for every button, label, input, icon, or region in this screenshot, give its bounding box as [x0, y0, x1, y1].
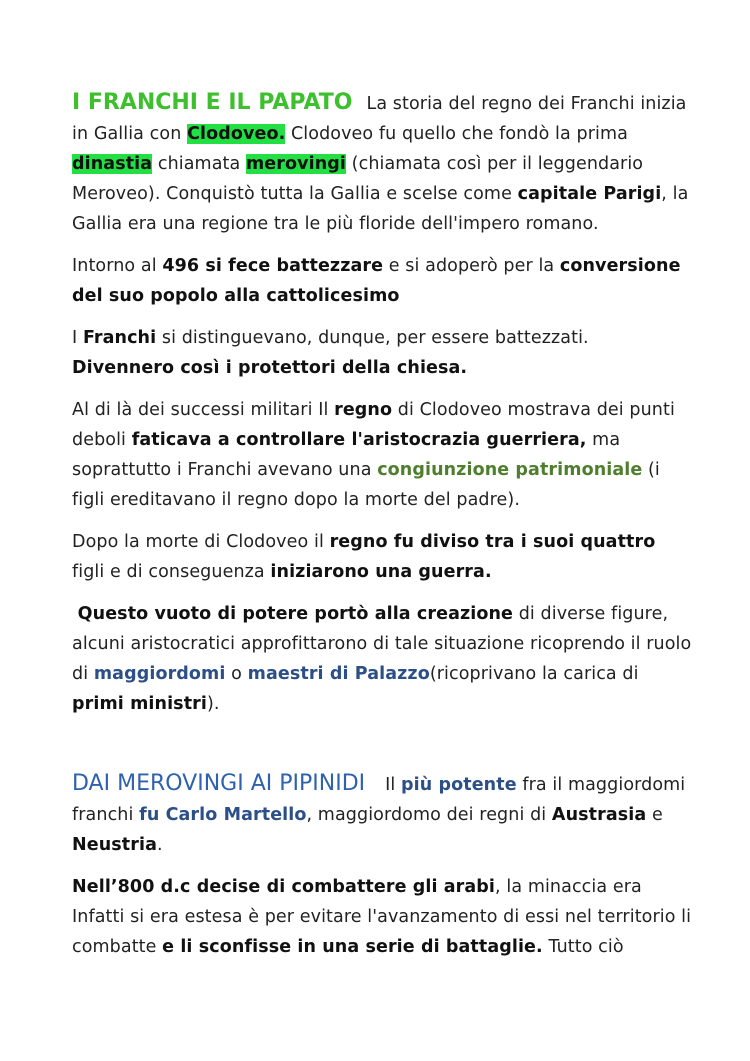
text-run: , maggiordomo dei regni di — [306, 805, 552, 825]
bold-sconfisse: e li sconfisse in una serie di battaglie. — [162, 937, 543, 957]
bold-protettori: Divennero così i protettori della chiesa. — [72, 358, 468, 378]
text-run: Dopo la morte di Clodoveo il — [72, 532, 330, 552]
text-run: e si adoperò per la — [383, 256, 560, 276]
blue-carlo-martello: fu Carlo Martello — [139, 805, 307, 825]
paragraph-punti-deboli — [72, 395, 692, 515]
text-run: figli e di conseguenza — [72, 562, 271, 582]
text-run: (i figli ereditavano il regno dopo la morte del padre). — [72, 460, 660, 510]
text-run: Il — [385, 775, 402, 795]
paragraph-intro — [72, 88, 692, 239]
paragraph-divisione — [72, 527, 692, 587]
bold-conversione: conversione del suo popolo alla cattolicesimo — [72, 256, 681, 306]
section-heading-franchi-papato: I FRANCHI E IL PAPATO — [72, 90, 353, 115]
bold-regno: regno — [334, 400, 393, 420]
text-run: o — [225, 664, 248, 684]
text-run: di Clodoveo mostrava dei punti deboli — [72, 400, 675, 450]
text-run: . — [157, 835, 163, 855]
bold-aristocrazia: faticava a controllare l'aristocrazia guerriera, — [131, 430, 587, 450]
blue-maestri-palazzo: maestri di Palazzo — [247, 664, 430, 684]
bold-capitale-parigi: capitale Parigi — [517, 184, 662, 204]
section-heading-merovingi-pipinidi: DAI MEROVINGI AI PIPINIDI — [72, 771, 366, 796]
bold-franchi: Franchi — [82, 328, 157, 348]
text-run: di diverse figure, alcuni aristocratici approfittarono di tale situazione ricoprendo il ruolo di — [72, 604, 692, 684]
paragraph-carlo-martello — [72, 769, 692, 860]
highlight-merovingi: merovingi — [245, 154, 347, 174]
text-run: Intorno al — [72, 256, 163, 276]
text-run: (chiamata così per il leggendario Meroveo). Conquistò tutta la Gallia e scelse come — [72, 154, 644, 204]
text-run: chiamata — [152, 154, 246, 174]
text-run: ma soprattutto i Franchi avevano una — [72, 430, 621, 480]
highlight-clodoveo: Clodoveo. — [187, 124, 286, 144]
text-run: Clodoveo fu quello che fondò la prima — [285, 124, 628, 144]
bold-800-arabi: Nell’800 d.c decise di combattere gli arabi — [72, 877, 496, 897]
bold-austrasia: Austrasia — [551, 805, 647, 825]
text-run: , la Gallia era una regione tra le più floride dell'impero romano. — [72, 184, 689, 234]
paragraph-battesimo — [72, 251, 692, 311]
text-run: Tutto ciò — [542, 937, 624, 957]
text-run: fra il maggiordomi franchi — [72, 775, 686, 825]
text-run: (ricoprivano la carica di — [429, 664, 639, 684]
bold-regno-diviso: regno fu diviso tra i suoi quattro — [329, 532, 656, 552]
text-run: ). — [206, 694, 220, 714]
paragraph-maggiordomi — [72, 599, 692, 719]
blue-piu-potente: più potente — [401, 775, 517, 795]
paragraph-protettori — [72, 323, 692, 383]
bold-guerra: iniziarono una guerra. — [270, 562, 492, 582]
text-run: La storia del regno dei Franchi inizia in Gallia con — [72, 94, 687, 144]
text-run: Al di là dei successi militari Il — [72, 400, 335, 420]
paragraph-arabi — [72, 872, 692, 962]
text-run: I — [72, 328, 83, 348]
bold-neustria: Neustria — [72, 835, 157, 855]
text-run: e — [646, 805, 663, 825]
document-page — [72, 88, 692, 974]
bold-496: 496 si fece battezzare — [162, 256, 384, 276]
text-run: si distinguevano, dunque, per essere battezzati. — [156, 328, 589, 348]
bold-primi-ministri: primi ministri — [72, 694, 207, 714]
section-gap — [72, 731, 692, 769]
bold-vuoto-potere: Questo vuoto di potere portò alla creazione — [77, 604, 514, 624]
highlight-dinastia: dinastia — [72, 154, 153, 174]
green-congiunzione: congiunzione patrimoniale — [377, 460, 643, 480]
blue-maggiordomi: maggiordomi — [93, 664, 226, 684]
text-run: , la minaccia era Infatti si era estesa è per evitare l'avanzamento di essi nel territorio li combatte — [72, 877, 692, 957]
